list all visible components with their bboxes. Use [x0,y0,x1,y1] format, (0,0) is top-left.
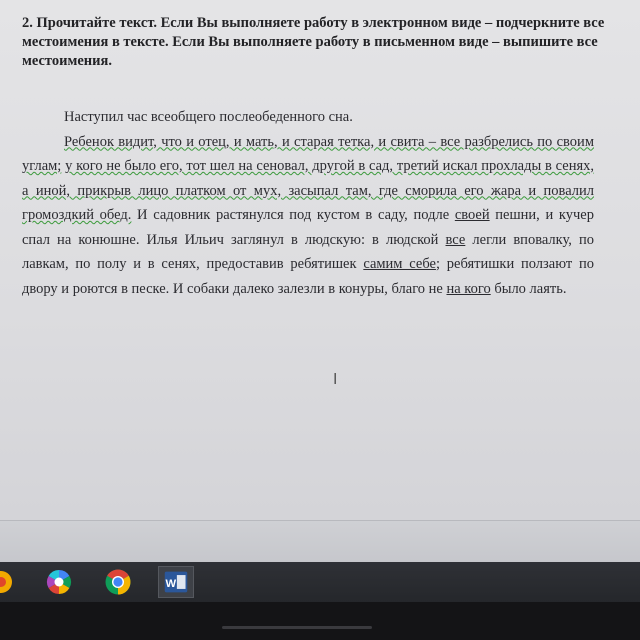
underlined-pronoun: все [445,231,466,248]
task-heading: 2. Прочитайте текст. Если Вы выполняете работу в электронном виде – подчеркните все местоимения в тексте. Если Вы выполняете работу в письменном виде – выпишите все местоимения. [22,15,605,69]
underlined-pronoun: своей [454,207,490,223]
text-cursor-icon: I [333,370,338,388]
text-run: было лаять. [490,280,567,297]
grammar-flagged-text: Ребенок видит, что и отец, и мать, и старая тетка, и свита – все разбрелись по своим углам; [22,133,594,174]
bezel-logo [222,626,372,629]
text-run: ; ребятишки ползают по двору и роются в песке. И собаки далеко залезли в конуры, благо не [22,256,594,297]
grammar-flagged-text: у кого не было его, тот шел на сеновал, другой в сад, третий искал прохлады в сенях, а иной, прикрыв лицо платком от мух, засыпал там, где сморила его жара и повалил громоздкий обед. [22,158,595,223]
underlined-pronoun: самим себе [363,256,436,272]
word-letter: W [165,577,177,590]
text-run: легли вповалку, по лавкам, по полу и в сенях, предоставив ребятишек [22,231,594,272]
chrome-icon[interactable] [103,567,133,597]
underlined-pronoun: на кого [446,280,491,297]
status-bar [0,520,640,563]
paragraph-1: Наступил час всеобщего послеобеденного сна. [64,109,353,125]
monitor-bezel [0,602,640,640]
text-run: И садовник растянулся под кустом в саду, подле [131,207,455,223]
word-icon [163,569,189,595]
passage-text[interactable] [22,105,594,301]
paragraph-2 [22,130,594,302]
taskbar [0,562,640,602]
word-taskbar-button[interactable] [158,566,194,598]
text-run: пешни, и кучер спал на конюшне. Илья Ильич заглянул в людскую: в людской [22,207,594,248]
partial-app-icon[interactable] [0,567,16,597]
picasa-icon[interactable] [44,567,74,597]
